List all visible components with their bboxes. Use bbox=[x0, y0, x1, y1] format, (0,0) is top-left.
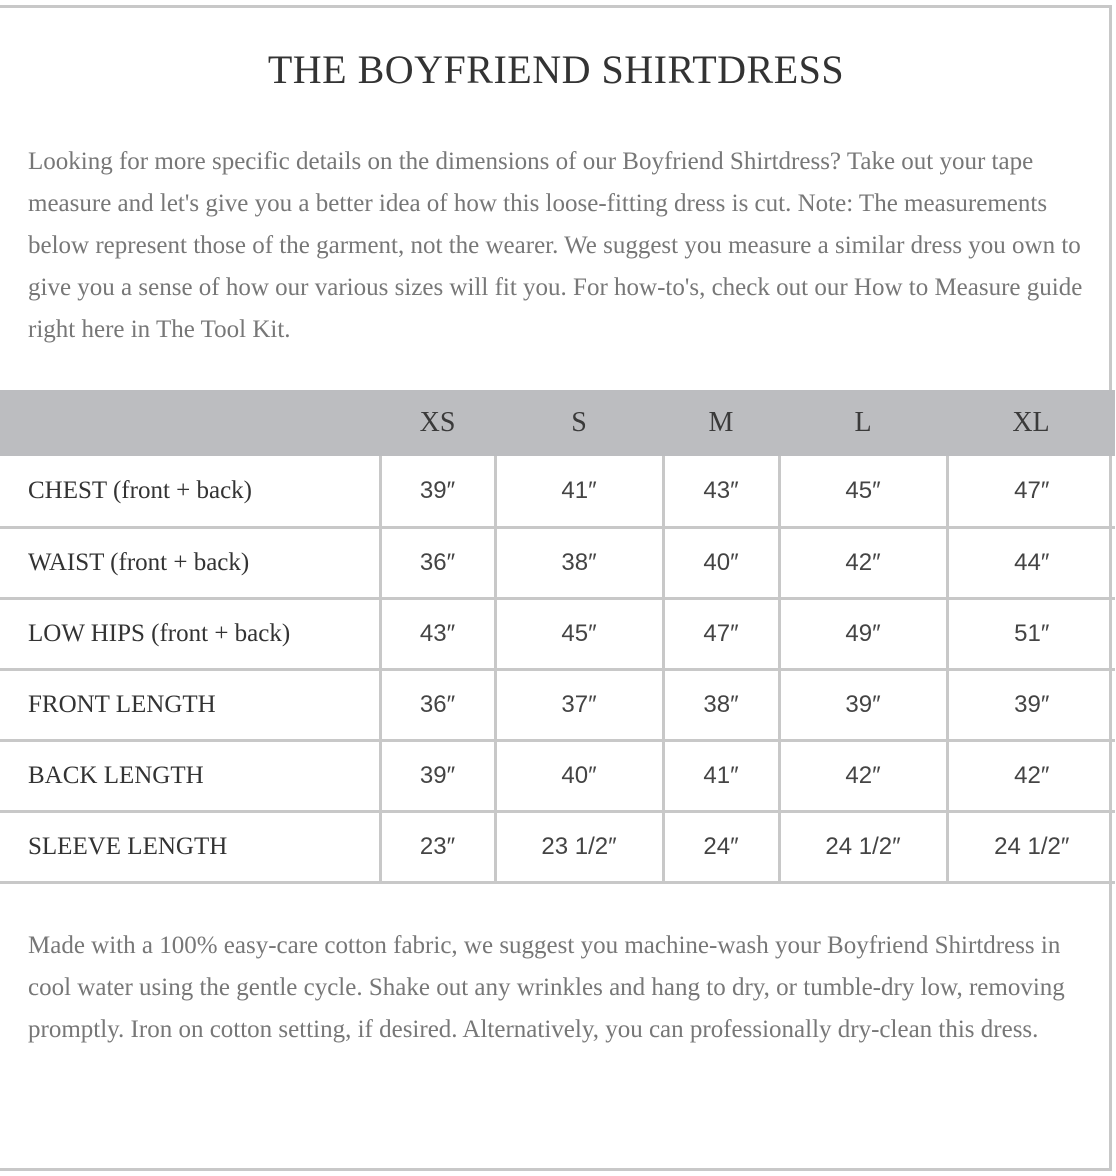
table-cell: 24 1/2″ bbox=[947, 811, 1115, 882]
table-row bbox=[0, 527, 1115, 598]
header-cell-xl: XL bbox=[1012, 407, 1050, 438]
row-label-back-length: BACK LENGTH bbox=[0, 740, 380, 811]
table-cell: 41″ bbox=[495, 456, 663, 527]
header-cell-blank bbox=[0, 390, 380, 456]
table-row bbox=[0, 811, 1115, 882]
table-cell: 23″ bbox=[380, 811, 495, 882]
table-cell: 42″ bbox=[779, 740, 947, 811]
table-cell: 41″ bbox=[663, 740, 779, 811]
table-row bbox=[0, 740, 1115, 811]
table-cell: 36″ bbox=[380, 527, 495, 598]
row-label-front-length: FRONT LENGTH bbox=[0, 669, 380, 740]
table-cell: 45″ bbox=[779, 456, 947, 527]
table-cell: 39″ bbox=[779, 669, 947, 740]
care-paragraph: Made with a 100% easy-care cotton fabric, we suggest you machine-wash your Boyfriend Shirtdress in cool water using the gentle cycle. Shake out any wrinkles and hang to dry, or tumble-dry low, removing promptly. Iron on cotton setting, if desired. Alternatively, you can professionally dry-clean this dress. bbox=[28, 932, 1065, 1043]
table-cell: 45″ bbox=[495, 598, 663, 669]
table-row bbox=[0, 669, 1115, 740]
size-chart-table bbox=[0, 390, 1115, 884]
table-cell: 43″ bbox=[663, 456, 779, 527]
table-cell: 47″ bbox=[663, 598, 779, 669]
table-cell: 44″ bbox=[947, 527, 1115, 598]
intro-paragraph: Looking for more specific details on the dimensions of our Boyfriend Shirtdress? Take out your tape measure and let's give you a better idea of how this loose-fitting dress is cut. Note: The measurements below represent those of the garment, not the wearer. We suggest you measure a similar dress you own to give you a sense of how our various sizes will fit you. For how-to's, check out our How to Measure guide right here in The Tool Kit. bbox=[28, 148, 1083, 343]
table-cell: 47″ bbox=[947, 456, 1115, 527]
header-cell-xs: XS bbox=[419, 407, 456, 438]
table-cell: 24 1/2″ bbox=[779, 811, 947, 882]
page-title: THE BOYFRIEND SHIRTDRESS bbox=[267, 47, 845, 92]
table-header-row bbox=[0, 390, 1115, 456]
table-cell: 42″ bbox=[947, 740, 1115, 811]
header-cell-l: L bbox=[854, 407, 872, 438]
table-cell: 36″ bbox=[380, 669, 495, 740]
row-label-waist: WAIST (front + back) bbox=[0, 527, 380, 598]
table-cell: 39″ bbox=[380, 456, 495, 527]
table-cell: 43″ bbox=[380, 598, 495, 669]
table-cell: 39″ bbox=[380, 740, 495, 811]
table-row bbox=[0, 598, 1115, 669]
table-cell: 42″ bbox=[779, 527, 947, 598]
table-cell: 24″ bbox=[663, 811, 779, 882]
table-cell: 51″ bbox=[947, 598, 1115, 669]
row-label-sleeve-length: SLEEVE LENGTH bbox=[0, 811, 380, 882]
header-cell-m: M bbox=[708, 407, 734, 438]
table-cell: 37″ bbox=[495, 669, 663, 740]
table-cell: 49″ bbox=[779, 598, 947, 669]
table-cell: 40″ bbox=[663, 527, 779, 598]
row-label-chest: CHEST (front + back) bbox=[28, 476, 253, 504]
table-cell: 38″ bbox=[495, 527, 663, 598]
table-cell: 23 1/2″ bbox=[495, 811, 663, 882]
table-cell: 39″ bbox=[947, 669, 1115, 740]
table-cell: 40″ bbox=[495, 740, 663, 811]
table-cell: 38″ bbox=[663, 669, 779, 740]
row-label-low-hips: LOW HIPS (front + back) bbox=[0, 598, 380, 669]
header-cell-s: S bbox=[571, 407, 587, 438]
table-row bbox=[0, 456, 1115, 527]
